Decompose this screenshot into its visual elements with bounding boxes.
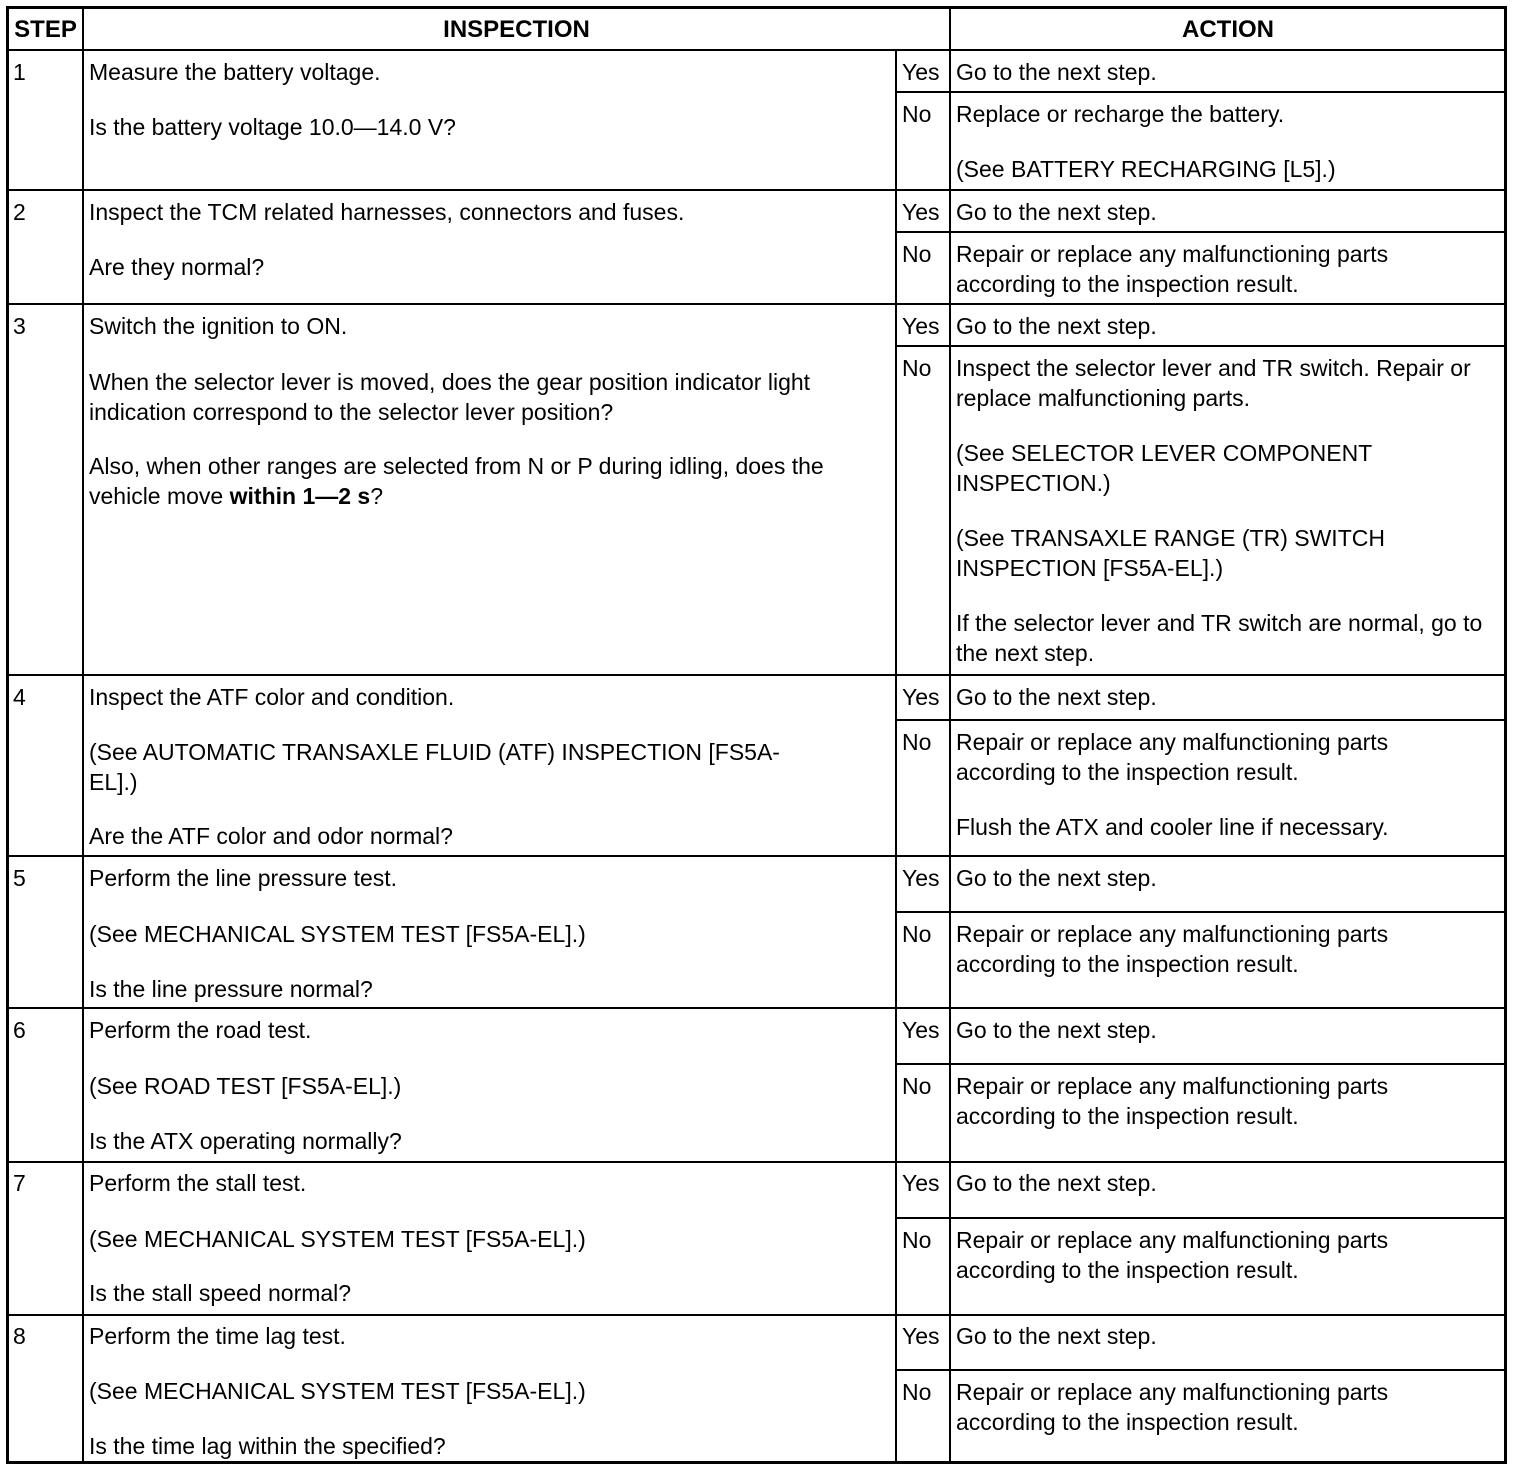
step-number: 7 (13, 1170, 26, 1196)
inspection-text: Switch the ignition to ON. (89, 313, 348, 339)
inspection-question: Is the stall speed normal? (89, 1280, 352, 1306)
yes-action: Go to the next step. (956, 865, 1157, 891)
row-divider (9, 189, 1505, 191)
yes-no-divider (895, 345, 1505, 347)
yes-action: Go to the next step. (956, 1170, 1157, 1196)
inspection-text: Perform the time lag test. (89, 1323, 346, 1349)
row-divider (9, 1314, 1505, 1316)
yes-action: Go to the next step. (956, 1017, 1157, 1043)
row-divider (9, 303, 1505, 305)
yes-no-divider (895, 231, 1505, 233)
no-label: No (902, 1379, 932, 1405)
no-action-reference: (See SELECTOR LEVER COMPONENT INSPECTION.) (956, 440, 1372, 496)
yes-label: Yes (902, 684, 940, 710)
no-action: Repair or replace any malfunctioning parts according to the inspection result. (956, 241, 1389, 297)
step-number: 8 (13, 1323, 26, 1349)
inspection-reference: (See AUTOMATIC TRANSAXLE FLUID (ATF) INSPECTION [FS5A-EL].) (89, 739, 780, 795)
yes-action: Go to the next step. (956, 59, 1157, 85)
inspection-question-emphasis: within 1—2 s (229, 483, 371, 509)
step-number: 4 (13, 684, 26, 710)
col-divider-yesno (895, 49, 897, 1464)
inspection-text: Perform the stall test. (89, 1170, 307, 1196)
yes-no-divider (895, 1369, 1505, 1371)
inspection-text: Measure the battery voltage. (89, 59, 381, 85)
yes-no-divider (895, 719, 1505, 721)
no-action: Repair or replace any malfunctioning parts according to the inspection result. (956, 729, 1389, 785)
yes-label: Yes (902, 1017, 940, 1043)
inspection-reference: (See MECHANICAL SYSTEM TEST [FS5A-EL].) (89, 1226, 586, 1252)
yes-action: Go to the next step. (956, 199, 1157, 225)
inspection-text: Perform the road test. (89, 1017, 312, 1043)
col-divider-step (82, 9, 84, 1464)
row-divider (9, 855, 1505, 857)
no-label: No (902, 241, 932, 267)
row-divider (9, 49, 1505, 51)
no-label: No (902, 1073, 932, 1099)
yes-action: Go to the next step. (956, 313, 1157, 339)
step-number: 3 (13, 313, 26, 339)
inspection-question (89, 451, 894, 511)
inspection-question-end: ? (370, 483, 384, 509)
inspection-question: Are the ATF color and odor normal? (89, 823, 453, 849)
no-action-note: If the selector lever and TR switch are normal, go to the next step. (956, 610, 1483, 666)
yes-action: Go to the next step. (956, 684, 1157, 710)
no-action: Replace or recharge the battery. (956, 101, 1285, 127)
inspection-reference: (See ROAD TEST [FS5A-EL].) (89, 1073, 402, 1099)
inspection-question: Is the line pressure normal? (89, 976, 373, 1002)
yes-no-divider (895, 911, 1505, 913)
row-divider (9, 1007, 1505, 1009)
no-label: No (902, 1227, 932, 1253)
inspection-question: Is the battery voltage 10.0—14.0 V? (89, 114, 456, 140)
inspection-text: Inspect the ATF color and condition. (89, 684, 455, 710)
step-number: 6 (13, 1017, 26, 1043)
yes-action: Go to the next step. (956, 1323, 1157, 1349)
no-label: No (902, 355, 932, 381)
step-number: 1 (13, 59, 26, 85)
header-step: STEP (14, 16, 77, 43)
yes-label: Yes (902, 1170, 940, 1196)
no-label: No (902, 101, 932, 127)
no-action-note: Flush the ATX and cooler line if necessary. (956, 814, 1389, 840)
inspection-question-text: Also, when other ranges are selected from N or P during idling, does the vehicle move (89, 453, 824, 509)
no-action: Repair or replace any malfunctioning parts according to the inspection result. (956, 1379, 1389, 1435)
inspection-question: Are they normal? (89, 254, 265, 280)
inspection-table (6, 6, 1507, 1464)
inspection-text: Perform the line pressure test. (89, 865, 398, 891)
no-action: Repair or replace any malfunctioning parts according to the inspection result. (956, 1073, 1389, 1129)
yes-label: Yes (902, 1323, 940, 1349)
yes-no-divider (895, 1063, 1505, 1065)
yes-no-divider (895, 1217, 1505, 1219)
no-action: Repair or replace any malfunctioning parts according to the inspection result. (956, 1227, 1389, 1283)
inspection-reference: (See MECHANICAL SYSTEM TEST [FS5A-EL].) (89, 1378, 586, 1404)
yes-label: Yes (902, 313, 940, 339)
step-number: 2 (13, 199, 26, 225)
yes-no-divider (895, 91, 1505, 93)
inspection-reference: (See MECHANICAL SYSTEM TEST [FS5A-EL].) (89, 921, 586, 947)
no-action: Inspect the selector lever and TR switch. Repair or replace malfunctioning parts. (956, 355, 1471, 411)
yes-label: Yes (902, 199, 940, 225)
header-inspection: INSPECTION (443, 16, 590, 43)
header-action: ACTION (1182, 16, 1274, 43)
inspection-question: When the selector lever is moved, does the gear position indicator light indication correspond to the selector lever position? (89, 369, 811, 425)
no-action-reference: (See TRANSAXLE RANGE (TR) SWITCH INSPECTION [FS5A-EL].) (956, 525, 1385, 581)
no-action: Repair or replace any malfunctioning parts according to the inspection result. (956, 921, 1389, 977)
row-divider (9, 674, 1505, 676)
inspection-text: Inspect the TCM related harnesses, connectors and fuses. (89, 199, 685, 225)
yes-label: Yes (902, 865, 940, 891)
inspection-question: Is the ATX operating normally? (89, 1128, 402, 1154)
row-divider (9, 1161, 1505, 1163)
no-label: No (902, 921, 932, 947)
yes-label: Yes (902, 59, 940, 85)
no-label: No (902, 729, 932, 755)
col-divider-inspection-header (949, 9, 951, 49)
inspection-question: Is the time lag within the specified? (89, 1433, 446, 1459)
step-number: 5 (13, 865, 26, 891)
col-divider-action (949, 49, 951, 1464)
no-action-reference: (See BATTERY RECHARGING [L5].) (956, 156, 1336, 182)
